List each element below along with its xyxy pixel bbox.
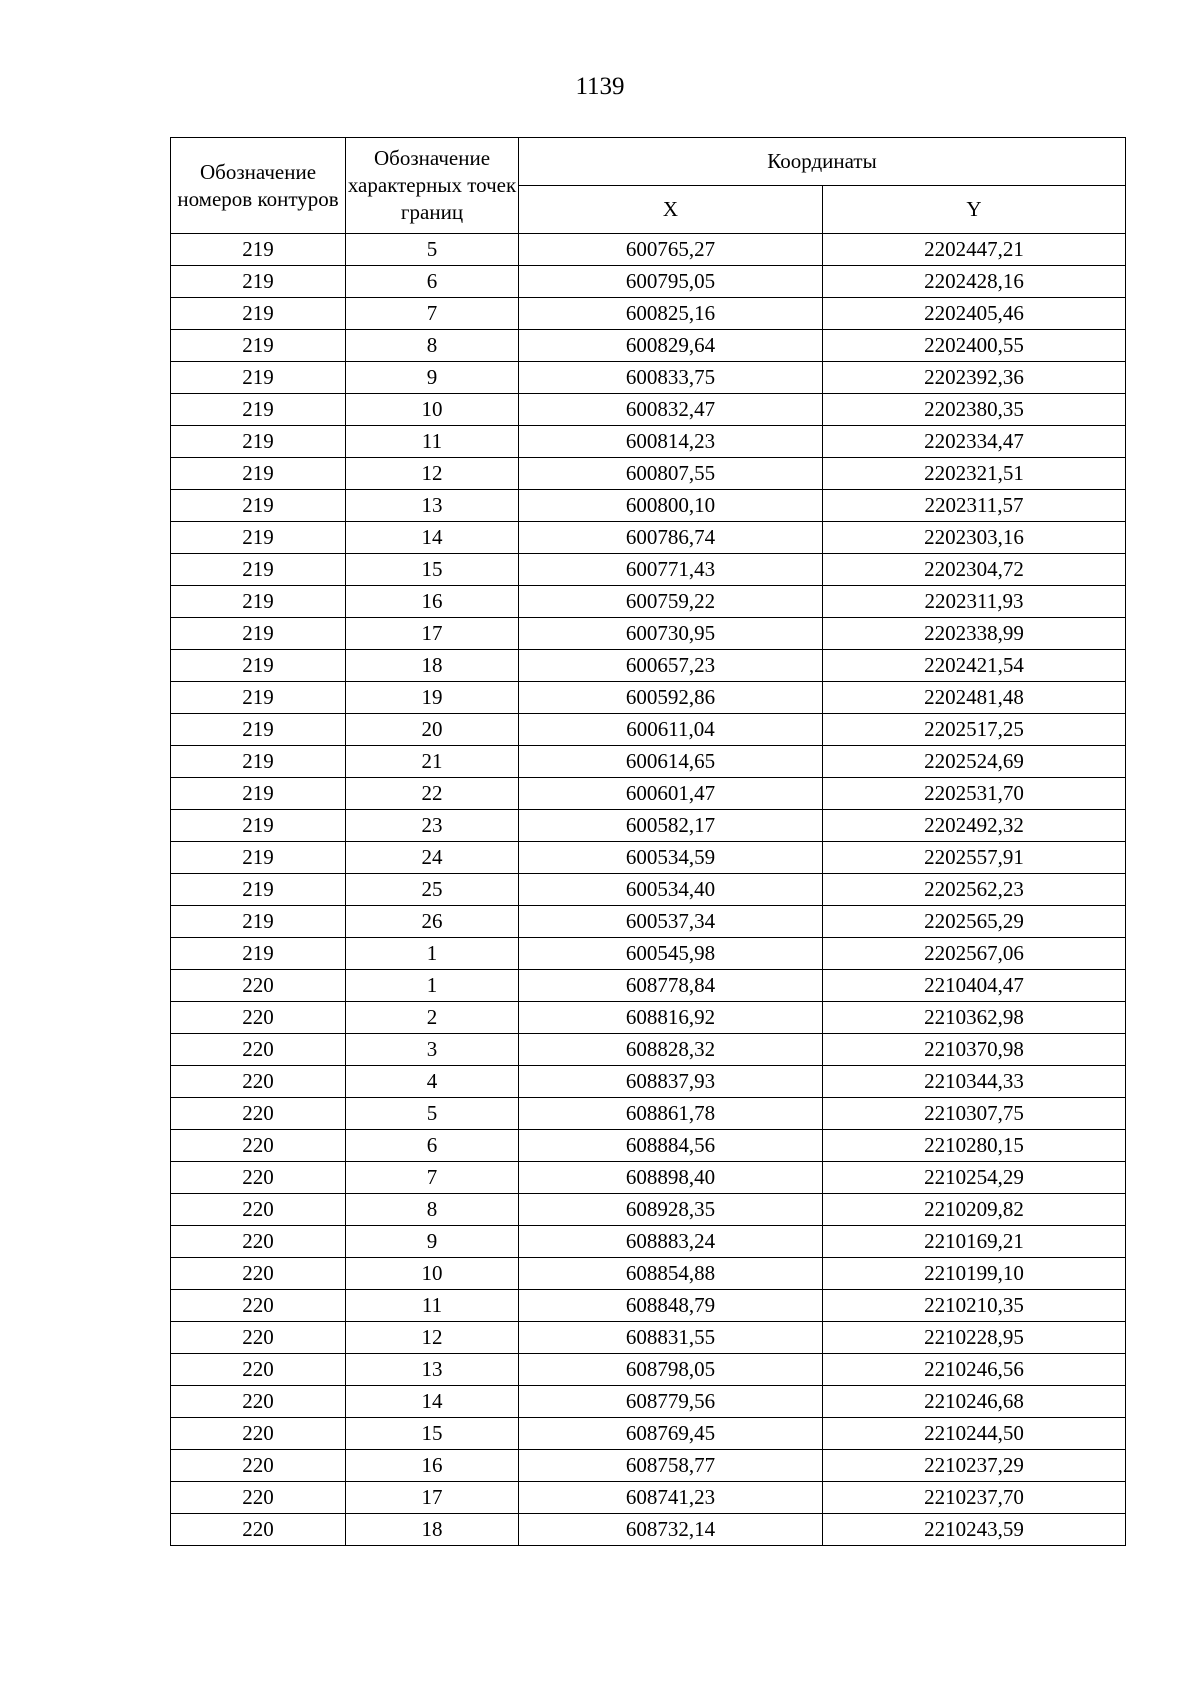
table-row [171,1034,1126,1066]
table-row [171,778,1126,810]
x-coordinate-cell: 600730,95 [519,618,823,650]
contour-number-cell: 219 [171,874,346,906]
contour-number-cell: 220 [171,1514,346,1546]
contour-number-cell: 220 [171,1354,346,1386]
x-coordinate-cell: 600786,74 [519,522,823,554]
contour-number-cell: 219 [171,426,346,458]
table-row [171,906,1126,938]
x-coordinate-cell: 600795,05 [519,266,823,298]
table-row [171,874,1126,906]
contour-number-cell: 220 [171,1162,346,1194]
point-number-cell: 17 [346,618,519,650]
point-number-cell: 1 [346,970,519,1002]
contour-number-cell: 219 [171,458,346,490]
x-coordinate-cell: 608816,92 [519,1002,823,1034]
table-row [171,586,1126,618]
y-coordinate-cell: 2202567,06 [823,938,1126,970]
y-coordinate-cell: 2210210,35 [823,1290,1126,1322]
y-coordinate-cell: 2210370,98 [823,1034,1126,1066]
table-row [171,746,1126,778]
contour-number-cell: 220 [171,1482,346,1514]
contour-number-cell: 219 [171,618,346,650]
contour-number-cell: 219 [171,362,346,394]
point-number-cell: 18 [346,1514,519,1546]
table-row [171,650,1126,682]
y-coordinate-cell: 2202565,29 [823,906,1126,938]
point-number-cell: 20 [346,714,519,746]
contour-number-cell: 219 [171,810,346,842]
table-row [171,1418,1126,1450]
y-coordinate-cell: 2202428,16 [823,266,1126,298]
y-coordinate-cell: 2210362,98 [823,1002,1126,1034]
x-column-header: X [519,186,823,234]
x-coordinate-cell: 600611,04 [519,714,823,746]
x-coordinate-cell: 600534,40 [519,874,823,906]
table-row [171,810,1126,842]
point-number-cell: 8 [346,330,519,362]
point-number-cell: 9 [346,1226,519,1258]
table-header [171,138,1126,234]
point-number-cell: 4 [346,1066,519,1098]
table-row [171,1002,1126,1034]
y-coordinate-cell: 2210209,82 [823,1194,1126,1226]
contour-number-cell: 219 [171,554,346,586]
x-coordinate-cell: 600829,64 [519,330,823,362]
point-number-cell: 10 [346,394,519,426]
x-coordinate-cell: 608837,93 [519,1066,823,1098]
y-coordinate-cell: 2210254,29 [823,1162,1126,1194]
y-coordinate-cell: 2202557,91 [823,842,1126,874]
y-coordinate-cell: 2202338,99 [823,618,1126,650]
x-coordinate-cell: 608884,56 [519,1130,823,1162]
contour-number-cell: 219 [171,330,346,362]
point-number-cell: 8 [346,1194,519,1226]
table-row [171,1322,1126,1354]
point-number-cell: 9 [346,362,519,394]
table-row [171,330,1126,362]
point-number-cell: 23 [346,810,519,842]
point-number-cell: 22 [346,778,519,810]
x-coordinate-cell: 600582,17 [519,810,823,842]
contour-number-cell: 220 [171,1194,346,1226]
table-row [171,426,1126,458]
point-number-cell: 11 [346,426,519,458]
point-number-cell: 1 [346,938,519,970]
x-coordinate-cell: 608798,05 [519,1354,823,1386]
table-row [171,1514,1126,1546]
point-number-cell: 2 [346,1002,519,1034]
table-row [171,298,1126,330]
x-coordinate-cell: 600614,65 [519,746,823,778]
table-row [171,1098,1126,1130]
point-number-cell: 16 [346,1450,519,1482]
table-row [171,970,1126,1002]
contour-number-header: Обозначение номеров контуров [171,138,346,234]
x-coordinate-cell: 600601,47 [519,778,823,810]
point-number-cell: 12 [346,1322,519,1354]
table-row [171,554,1126,586]
x-coordinate-cell: 600814,23 [519,426,823,458]
contour-number-cell: 220 [171,1034,346,1066]
x-coordinate-cell: 600765,27 [519,234,823,266]
table-row [171,1450,1126,1482]
x-coordinate-cell: 608778,84 [519,970,823,1002]
point-number-cell: 12 [346,458,519,490]
point-number-cell: 11 [346,1290,519,1322]
x-coordinate-cell: 600825,16 [519,298,823,330]
y-coordinate-cell: 2210246,56 [823,1354,1126,1386]
contour-number-cell: 219 [171,714,346,746]
contour-number-cell: 220 [171,1290,346,1322]
point-number-cell: 15 [346,554,519,586]
point-number-cell: 21 [346,746,519,778]
table-row [171,1130,1126,1162]
table-row [171,1194,1126,1226]
y-coordinate-cell: 2202421,54 [823,650,1126,682]
point-number-cell: 19 [346,682,519,714]
table-row [171,266,1126,298]
point-number-cell: 3 [346,1034,519,1066]
point-number-cell: 13 [346,1354,519,1386]
y-coordinate-cell: 2202334,47 [823,426,1126,458]
x-coordinate-cell: 608928,35 [519,1194,823,1226]
y-coordinate-cell: 2202321,51 [823,458,1126,490]
x-coordinate-cell: 608854,88 [519,1258,823,1290]
contour-number-cell: 219 [171,586,346,618]
x-coordinate-cell: 600771,43 [519,554,823,586]
y-coordinate-cell: 2202405,46 [823,298,1126,330]
table-row [171,1386,1126,1418]
x-coordinate-cell: 608898,40 [519,1162,823,1194]
table-body [171,234,1126,1546]
point-number-cell: 14 [346,522,519,554]
y-coordinate-cell: 2210169,21 [823,1226,1126,1258]
table-row [171,490,1126,522]
page-number: 1139 [575,73,625,100]
point-number-cell: 24 [346,842,519,874]
contour-number-cell: 219 [171,746,346,778]
x-coordinate-cell: 600800,10 [519,490,823,522]
point-number-cell: 26 [346,906,519,938]
contour-number-cell: 220 [171,1450,346,1482]
y-column-header: Y [823,186,1126,234]
x-coordinate-cell: 608779,56 [519,1386,823,1418]
coordinates-header: Координаты [519,138,1126,186]
table-row [171,1354,1126,1386]
table-row [171,682,1126,714]
y-coordinate-cell: 2210237,70 [823,1482,1126,1514]
contour-number-cell: 220 [171,1258,346,1290]
contour-number-cell: 219 [171,682,346,714]
contour-number-cell: 220 [171,1226,346,1258]
table-row [171,1258,1126,1290]
contour-number-cell: 219 [171,842,346,874]
y-coordinate-cell: 2202392,36 [823,362,1126,394]
coordinates-table [170,137,1126,1546]
contour-number-cell: 220 [171,1066,346,1098]
x-coordinate-cell: 600545,98 [519,938,823,970]
y-coordinate-cell: 2210404,47 [823,970,1126,1002]
contour-number-cell: 220 [171,1098,346,1130]
y-coordinate-cell: 2202524,69 [823,746,1126,778]
point-number-cell: 16 [346,586,519,618]
y-coordinate-cell: 2210228,95 [823,1322,1126,1354]
point-number-cell: 10 [346,1258,519,1290]
x-coordinate-cell: 608883,24 [519,1226,823,1258]
x-coordinate-cell: 608861,78 [519,1098,823,1130]
x-coordinate-cell: 600833,75 [519,362,823,394]
table-row [171,362,1126,394]
x-coordinate-cell: 600537,34 [519,906,823,938]
point-number-cell: 6 [346,266,519,298]
point-number-cell: 15 [346,1418,519,1450]
point-number-cell: 6 [346,1130,519,1162]
contour-number-cell: 219 [171,778,346,810]
y-coordinate-cell: 2202304,72 [823,554,1126,586]
y-coordinate-cell: 2202481,48 [823,682,1126,714]
y-coordinate-cell: 2210246,68 [823,1386,1126,1418]
table-row [171,1162,1126,1194]
x-coordinate-cell: 600592,86 [519,682,823,714]
x-coordinate-cell: 608732,14 [519,1514,823,1546]
point-number-cell: 17 [346,1482,519,1514]
table-row [171,1290,1126,1322]
boundary-point-header: Обозначение характерных точек границ [346,138,519,234]
table-row [171,938,1126,970]
table-row [171,618,1126,650]
y-coordinate-cell: 2202400,55 [823,330,1126,362]
contour-number-cell: 219 [171,650,346,682]
table-row [171,522,1126,554]
y-coordinate-cell: 2210344,33 [823,1066,1126,1098]
y-coordinate-cell: 2210237,29 [823,1450,1126,1482]
x-coordinate-cell: 600657,23 [519,650,823,682]
y-coordinate-cell: 2210307,75 [823,1098,1126,1130]
x-coordinate-cell: 600832,47 [519,394,823,426]
y-coordinate-cell: 2202492,32 [823,810,1126,842]
table-row [171,458,1126,490]
contour-number-cell: 219 [171,906,346,938]
contour-number-cell: 220 [171,970,346,1002]
contour-number-cell: 219 [171,298,346,330]
x-coordinate-cell: 608758,77 [519,1450,823,1482]
contour-number-cell: 219 [171,394,346,426]
table-row [171,842,1126,874]
point-number-cell: 13 [346,490,519,522]
y-coordinate-cell: 2202303,16 [823,522,1126,554]
x-coordinate-cell: 608848,79 [519,1290,823,1322]
y-coordinate-cell: 2202311,93 [823,586,1126,618]
y-coordinate-cell: 2210280,15 [823,1130,1126,1162]
table-row [171,234,1126,266]
y-coordinate-cell: 2202562,23 [823,874,1126,906]
table-row [171,1482,1126,1514]
point-number-cell: 7 [346,1162,519,1194]
contour-number-cell: 219 [171,266,346,298]
x-coordinate-cell: 608741,23 [519,1482,823,1514]
y-coordinate-cell: 2210243,59 [823,1514,1126,1546]
contour-number-cell: 219 [171,522,346,554]
point-number-cell: 25 [346,874,519,906]
y-coordinate-cell: 2202380,35 [823,394,1126,426]
point-number-cell: 18 [346,650,519,682]
x-coordinate-cell: 608828,32 [519,1034,823,1066]
y-coordinate-cell: 2202531,70 [823,778,1126,810]
y-coordinate-cell: 2202311,57 [823,490,1126,522]
y-coordinate-cell: 2210199,10 [823,1258,1126,1290]
table-row [171,1226,1126,1258]
x-coordinate-cell: 600759,22 [519,586,823,618]
point-number-cell: 5 [346,1098,519,1130]
contour-number-cell: 220 [171,1002,346,1034]
y-coordinate-cell: 2210244,50 [823,1418,1126,1450]
x-coordinate-cell: 600534,59 [519,842,823,874]
contour-number-cell: 219 [171,490,346,522]
point-number-cell: 14 [346,1386,519,1418]
point-number-cell: 7 [346,298,519,330]
contour-number-cell: 220 [171,1418,346,1450]
x-coordinate-cell: 600807,55 [519,458,823,490]
table-row [171,714,1126,746]
contour-number-cell: 220 [171,1386,346,1418]
contour-number-cell: 219 [171,234,346,266]
contour-number-cell: 220 [171,1130,346,1162]
y-coordinate-cell: 2202517,25 [823,714,1126,746]
contour-number-cell: 220 [171,1322,346,1354]
table-row [171,394,1126,426]
y-coordinate-cell: 2202447,21 [823,234,1126,266]
table-row [171,1066,1126,1098]
contour-number-cell: 219 [171,938,346,970]
point-number-cell: 5 [346,234,519,266]
x-coordinate-cell: 608831,55 [519,1322,823,1354]
x-coordinate-cell: 608769,45 [519,1418,823,1450]
